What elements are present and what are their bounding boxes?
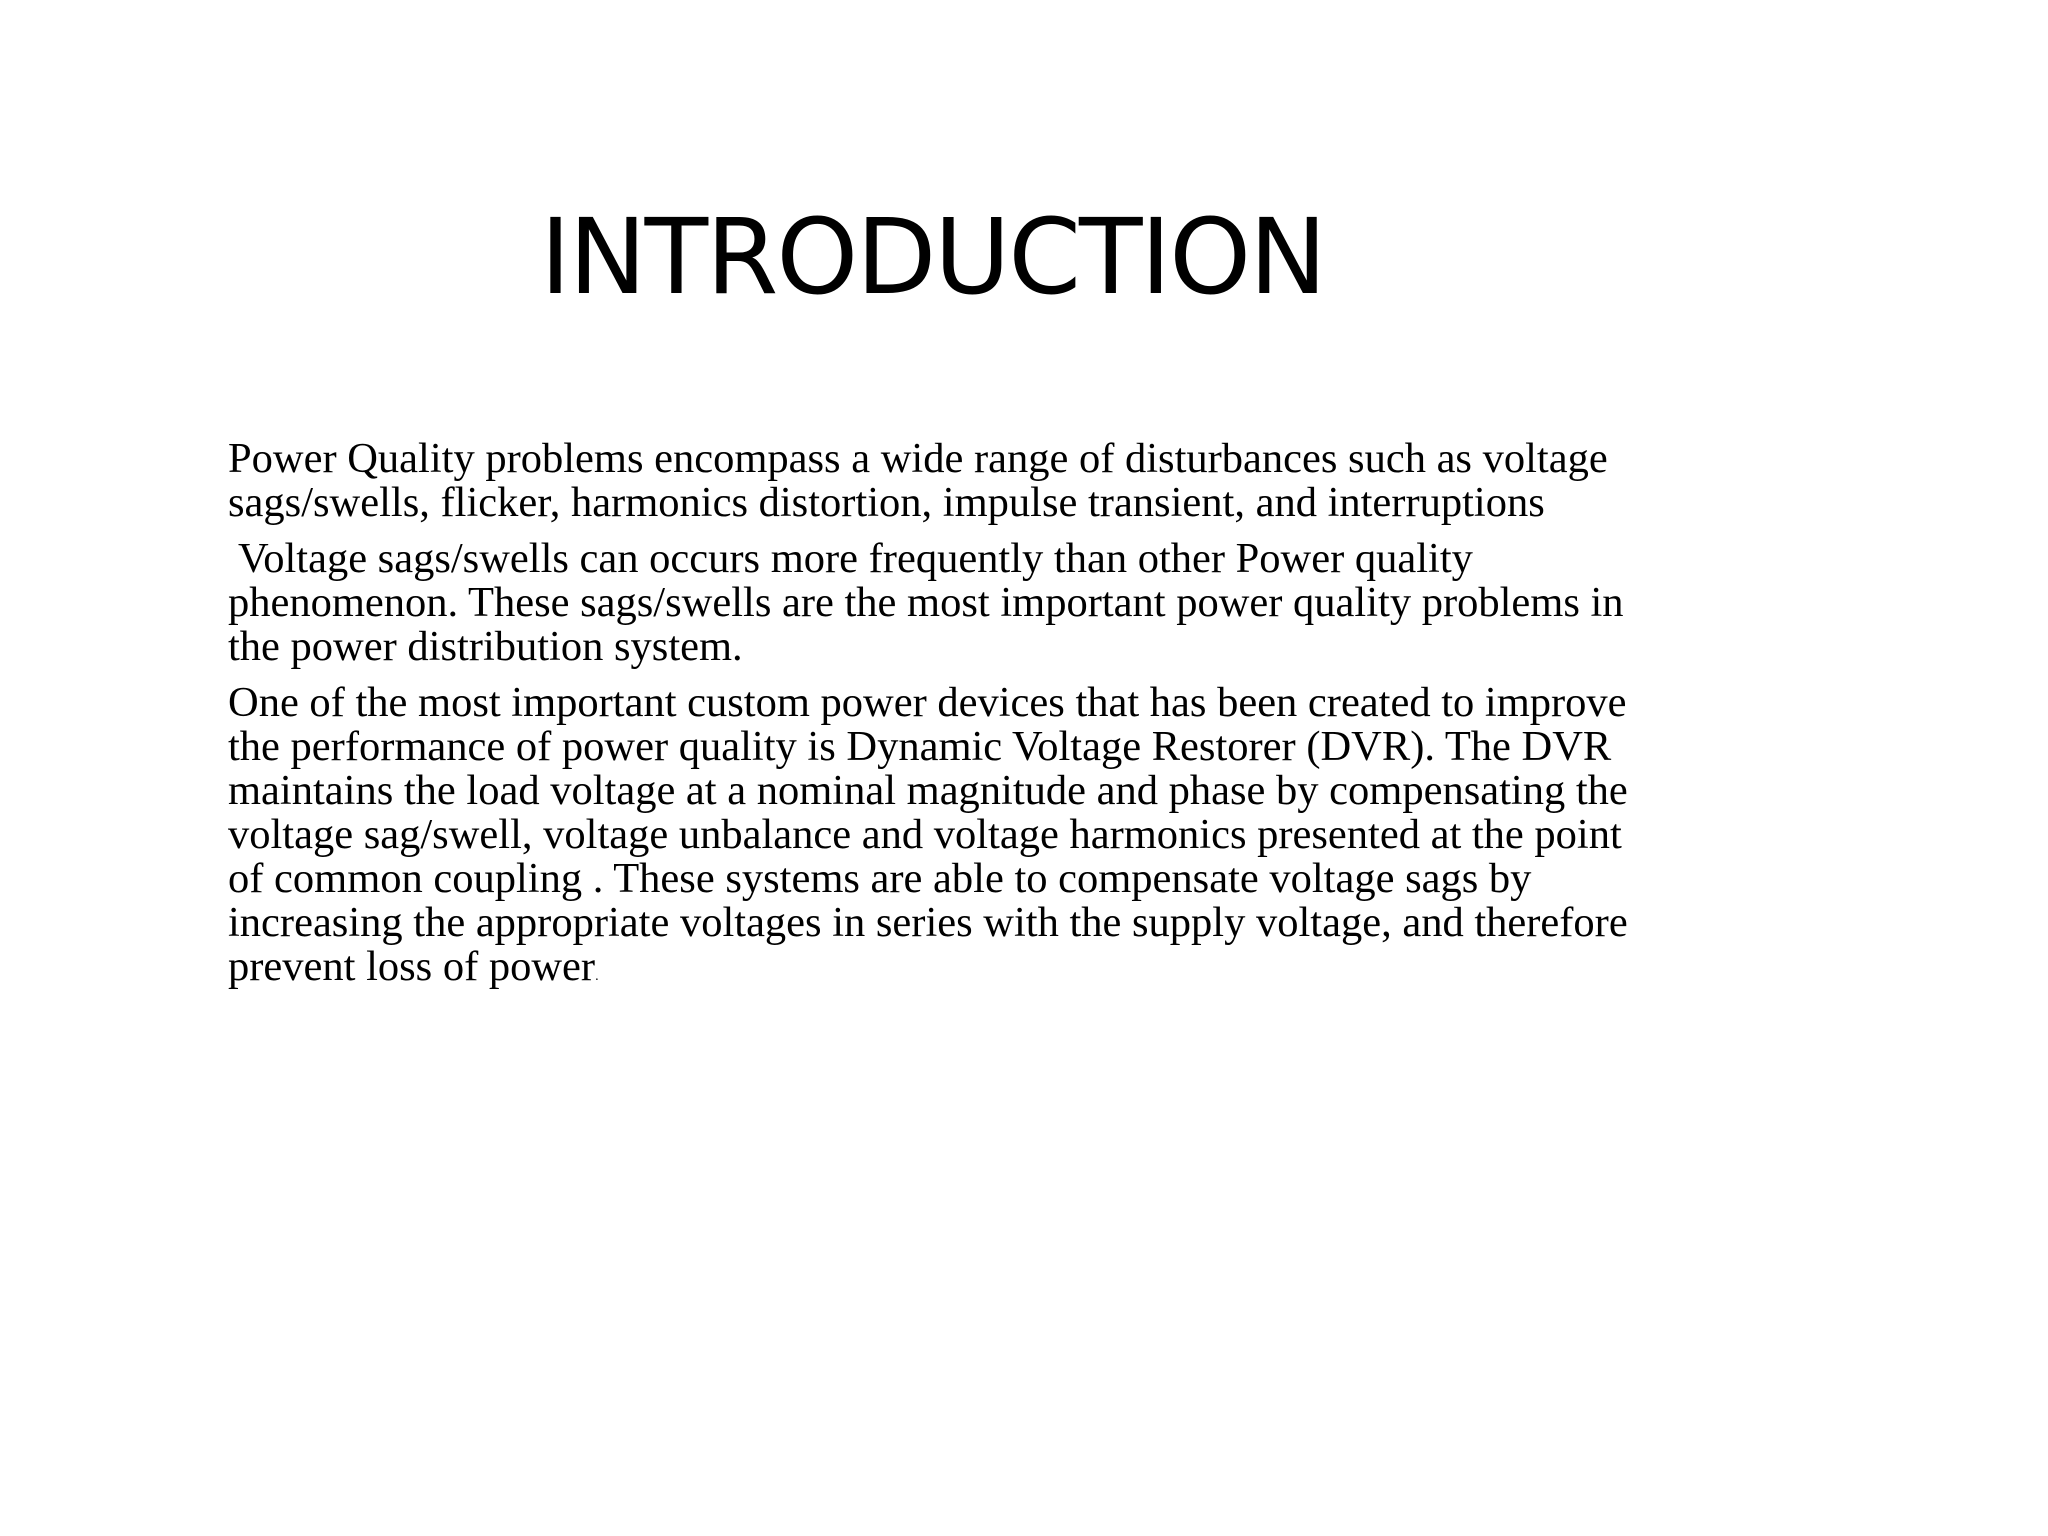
paragraph-power-quality-problems bbox=[228, 437, 1628, 525]
slide-body bbox=[228, 437, 1628, 999]
paragraph-voltage-sags-swells bbox=[228, 537, 1628, 669]
trailing-period: . bbox=[595, 969, 599, 984]
slide-title: INTRODUCTION bbox=[540, 196, 1325, 318]
paragraph-text: Power Quality problems encompass a wide range of disturbances such as voltage sags/swells, flicker, harmonics distortion, impulse transient, and interruptions bbox=[228, 435, 1608, 526]
paragraph-dvr bbox=[228, 681, 1628, 999]
paragraph-text: One of the most important custom power devices that has been created to improve the performance of power quality is Dynamic Voltage Restorer (DVR). The DVR maintains the load voltage at a nominal magnitude and phase by compensating the voltage sag/swell, voltage unbalance and voltage harmonics presented at the point of common coupling . These systems are able to compensate voltage sags by increasing the appropriate voltages in series with the supply voltage, and therefore prevent loss of power bbox=[228, 679, 1628, 990]
paragraph-text: Voltage sags/swells can occurs more frequently than other Power quality phenomenon. These sags/swells are the most important power quality problems in the power distribution system. bbox=[228, 535, 1624, 670]
